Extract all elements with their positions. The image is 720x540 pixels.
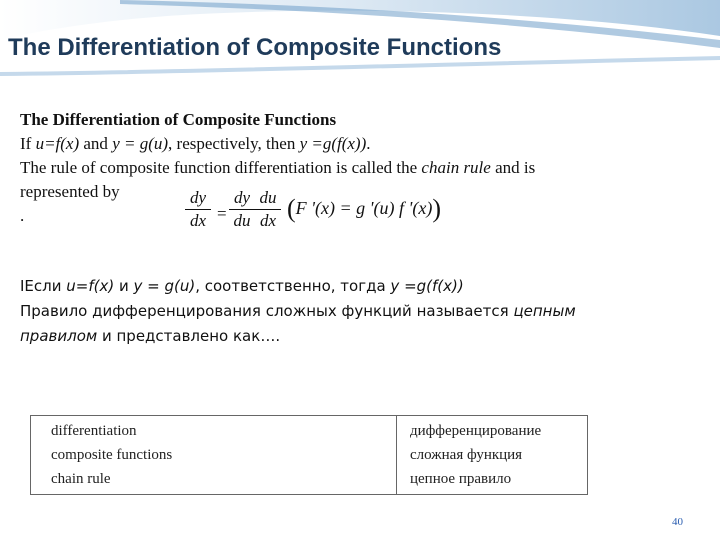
term-rule: правилом: [20, 327, 98, 345]
close-paren: ): [432, 194, 441, 223]
russian-represented-line: [20, 324, 710, 349]
text-rule-pre: Правило дифференцирования сложных функций называется: [20, 302, 514, 320]
expr-y: y = g(u): [112, 134, 169, 153]
denominator: dx: [189, 211, 207, 230]
expr-result: y =g(f(x)): [299, 134, 367, 153]
russian-terms-cell: [397, 416, 588, 495]
text-if: If: [20, 134, 36, 153]
numerator: du: [255, 188, 281, 210]
denominator: du: [233, 211, 251, 230]
text-i: и: [114, 277, 134, 295]
text-rule-pre: The rule of composite function differentiation is called the: [20, 158, 422, 177]
expr-u: u=f(x): [66, 277, 115, 295]
page-number: 40: [672, 516, 683, 528]
content-heading: The Differentiation of Composite Functions: [20, 110, 337, 129]
glossary-translation: сложная функция: [410, 447, 523, 463]
glossary-term: composite functions: [51, 447, 173, 463]
glossary-translation: дифференцирование: [410, 423, 542, 439]
fraction-dy-du: [229, 188, 255, 231]
open-paren: (: [287, 194, 296, 223]
expr-result: y =g(f(x)): [390, 277, 464, 295]
numerator: dy: [185, 188, 211, 210]
slide-title: The Differentiation of Composite Functions: [8, 34, 502, 61]
term-chain-rule: chain rule: [421, 158, 491, 177]
glossary-table: [30, 415, 588, 495]
text-rule-post: and is: [490, 158, 536, 177]
fraction-du-dx: [255, 188, 281, 231]
russian-definition-line: [20, 274, 710, 299]
fraction-dy-dx: [185, 188, 211, 231]
text-represented: и представлено как….: [97, 327, 281, 345]
represented-line: represented by: [20, 182, 120, 201]
chain-rule-line: [20, 156, 685, 180]
denominator: dx: [259, 211, 277, 230]
text-and: and: [79, 134, 113, 153]
numerator: dy: [229, 188, 255, 210]
expression-text: F '(x) = g '(u) f '(x): [295, 198, 433, 218]
glossary-translation: цепное правило: [410, 471, 512, 487]
table-row: [31, 416, 588, 495]
russian-text-block: [20, 274, 710, 349]
russian-rule-line: [20, 299, 710, 324]
text-then: , respectively, then: [168, 134, 300, 153]
derivative-expression: [287, 194, 441, 224]
expr-y: y = g(u): [133, 277, 196, 295]
glossary-term: chain rule: [51, 471, 111, 487]
definition-line: [20, 132, 685, 156]
equals-sign: =: [217, 204, 227, 223]
period-line: .: [20, 206, 25, 225]
text-respectively: , соответственно, тогда: [195, 277, 391, 295]
text-period: .: [366, 134, 371, 153]
expr-u: u=f(x): [35, 134, 80, 153]
text-esli: IЕсли: [20, 277, 67, 295]
glossary-term: differentiation: [51, 423, 137, 439]
term-chain: цепным: [513, 302, 576, 320]
english-terms-cell: [31, 416, 397, 495]
